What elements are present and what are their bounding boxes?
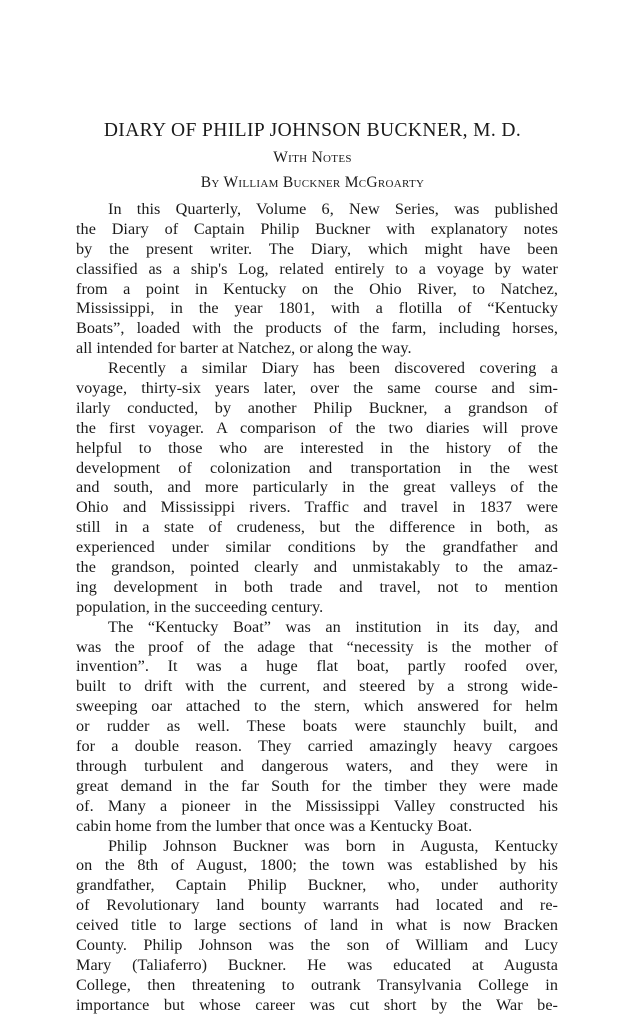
- text-line: sweeping oar attached to the stern, which answered for helm: [76, 697, 558, 716]
- text-line: cabin home from the lumber that once was a Kentucky Boat.: [76, 816, 473, 835]
- article-body: [76, 200, 558, 1016]
- text-line: ing development in both trade and travel, not to mention: [76, 577, 558, 596]
- text-line: still in a state of crudeness, but the difference in both, as: [76, 518, 558, 537]
- text-line: from a point in Kentucky on the Ohio River, to Natchez,: [76, 279, 558, 298]
- text-line: experienced under similar conditions by the grandfather and: [76, 538, 558, 557]
- article-subtitle: With Notes: [273, 149, 352, 166]
- text-line: and south, and more particularly in the great valleys of the: [76, 478, 558, 497]
- text-line: through turbulent and dangerous waters, and they were in: [76, 756, 558, 775]
- text-line: importance but whose career was cut short by the War be-: [76, 995, 558, 1014]
- text-line: by the present writer. The Diary, which might have been: [76, 239, 558, 258]
- text-line: Recently a similar Diary has been discovered covering a: [108, 359, 558, 378]
- text-line: College, then threatening to outrank Transylvania College in: [76, 975, 558, 994]
- text-line: Boats”, loaded with the products of the farm, including horses,: [76, 319, 558, 338]
- text-line: built to drift with the current, and steered by a strong wide-: [76, 677, 558, 696]
- text-line: invention”. It was a huge flat boat, partly roofed over,: [76, 657, 558, 676]
- paragraph: [76, 359, 558, 618]
- text-line: Philip Johnson Buckner was born in Augusta, Kentucky: [108, 836, 558, 855]
- text-line: The “Kentucky Boat” was an institution in its day, and: [108, 617, 558, 636]
- text-line: of Revolutionary land bounty warrants had located and re-: [76, 896, 558, 915]
- text-line: Mary (Taliaferro) Buckner. He was educated at Augusta: [76, 955, 558, 974]
- text-line: classified as a ship's Log, related entirely to a voyage by water: [76, 259, 558, 278]
- text-line: helpful to those who are interested in the history of the: [76, 438, 558, 457]
- text-line: the first voyager. A comparison of the two diaries will prove: [76, 418, 558, 437]
- text-line: or rudder as well. These boats were staunchly built, and: [76, 717, 558, 736]
- text-line: development of colonization and transportation in the west: [76, 458, 558, 477]
- text-line: voyage, thirty-six years later, over the same course and sim-: [76, 379, 558, 398]
- text-line: the Diary of Captain Philip Buckner with explanatory notes: [76, 219, 558, 238]
- text-line: on the 8th of August, 1800; the town was established by his: [76, 856, 558, 875]
- paragraph: [76, 837, 558, 1016]
- text-line: was the proof of the adage that “necessity is the mother of: [76, 637, 558, 656]
- article-byline: By William Buckner McGroarty: [200, 174, 425, 191]
- article-title: DIARY OF PHILIP JOHNSON BUCKNER, M. D.: [103, 120, 522, 141]
- text-line: Mississippi, in the year 1801, with a flotilla of “Kentucky: [76, 299, 558, 318]
- text-line: ilarly conducted, by another Philip Buckner, a grandson of: [76, 398, 558, 417]
- text-line: ceived title to large sections of land in what is now Bracken: [76, 916, 558, 935]
- text-line: County. Philip Johnson was the son of William and Lucy: [76, 935, 558, 954]
- text-line: population, in the succeeding century.: [76, 597, 324, 616]
- paragraph: [76, 200, 558, 359]
- text-line: for a double reason. They carried amazingly heavy cargoes: [76, 737, 558, 756]
- text-line: Ohio and Mississippi rivers. Traffic and travel in 1837 were: [76, 498, 558, 517]
- paragraph: [76, 618, 558, 837]
- text-line: In this Quarterly, Volume 6, New Series, was published: [108, 200, 558, 218]
- text-line: of. Many a pioneer in the Mississippi Valley constructed his: [76, 796, 558, 815]
- text-line: great demand in the far South for the timber they were made: [76, 776, 558, 795]
- text-line: the grandson, pointed clearly and unmistakably to the amaz-: [76, 558, 558, 577]
- text-line: grandfather, Captain Philip Buckner, who, under authority: [76, 876, 558, 895]
- text-line: all intended for barter at Natchez, or along the way.: [76, 339, 412, 358]
